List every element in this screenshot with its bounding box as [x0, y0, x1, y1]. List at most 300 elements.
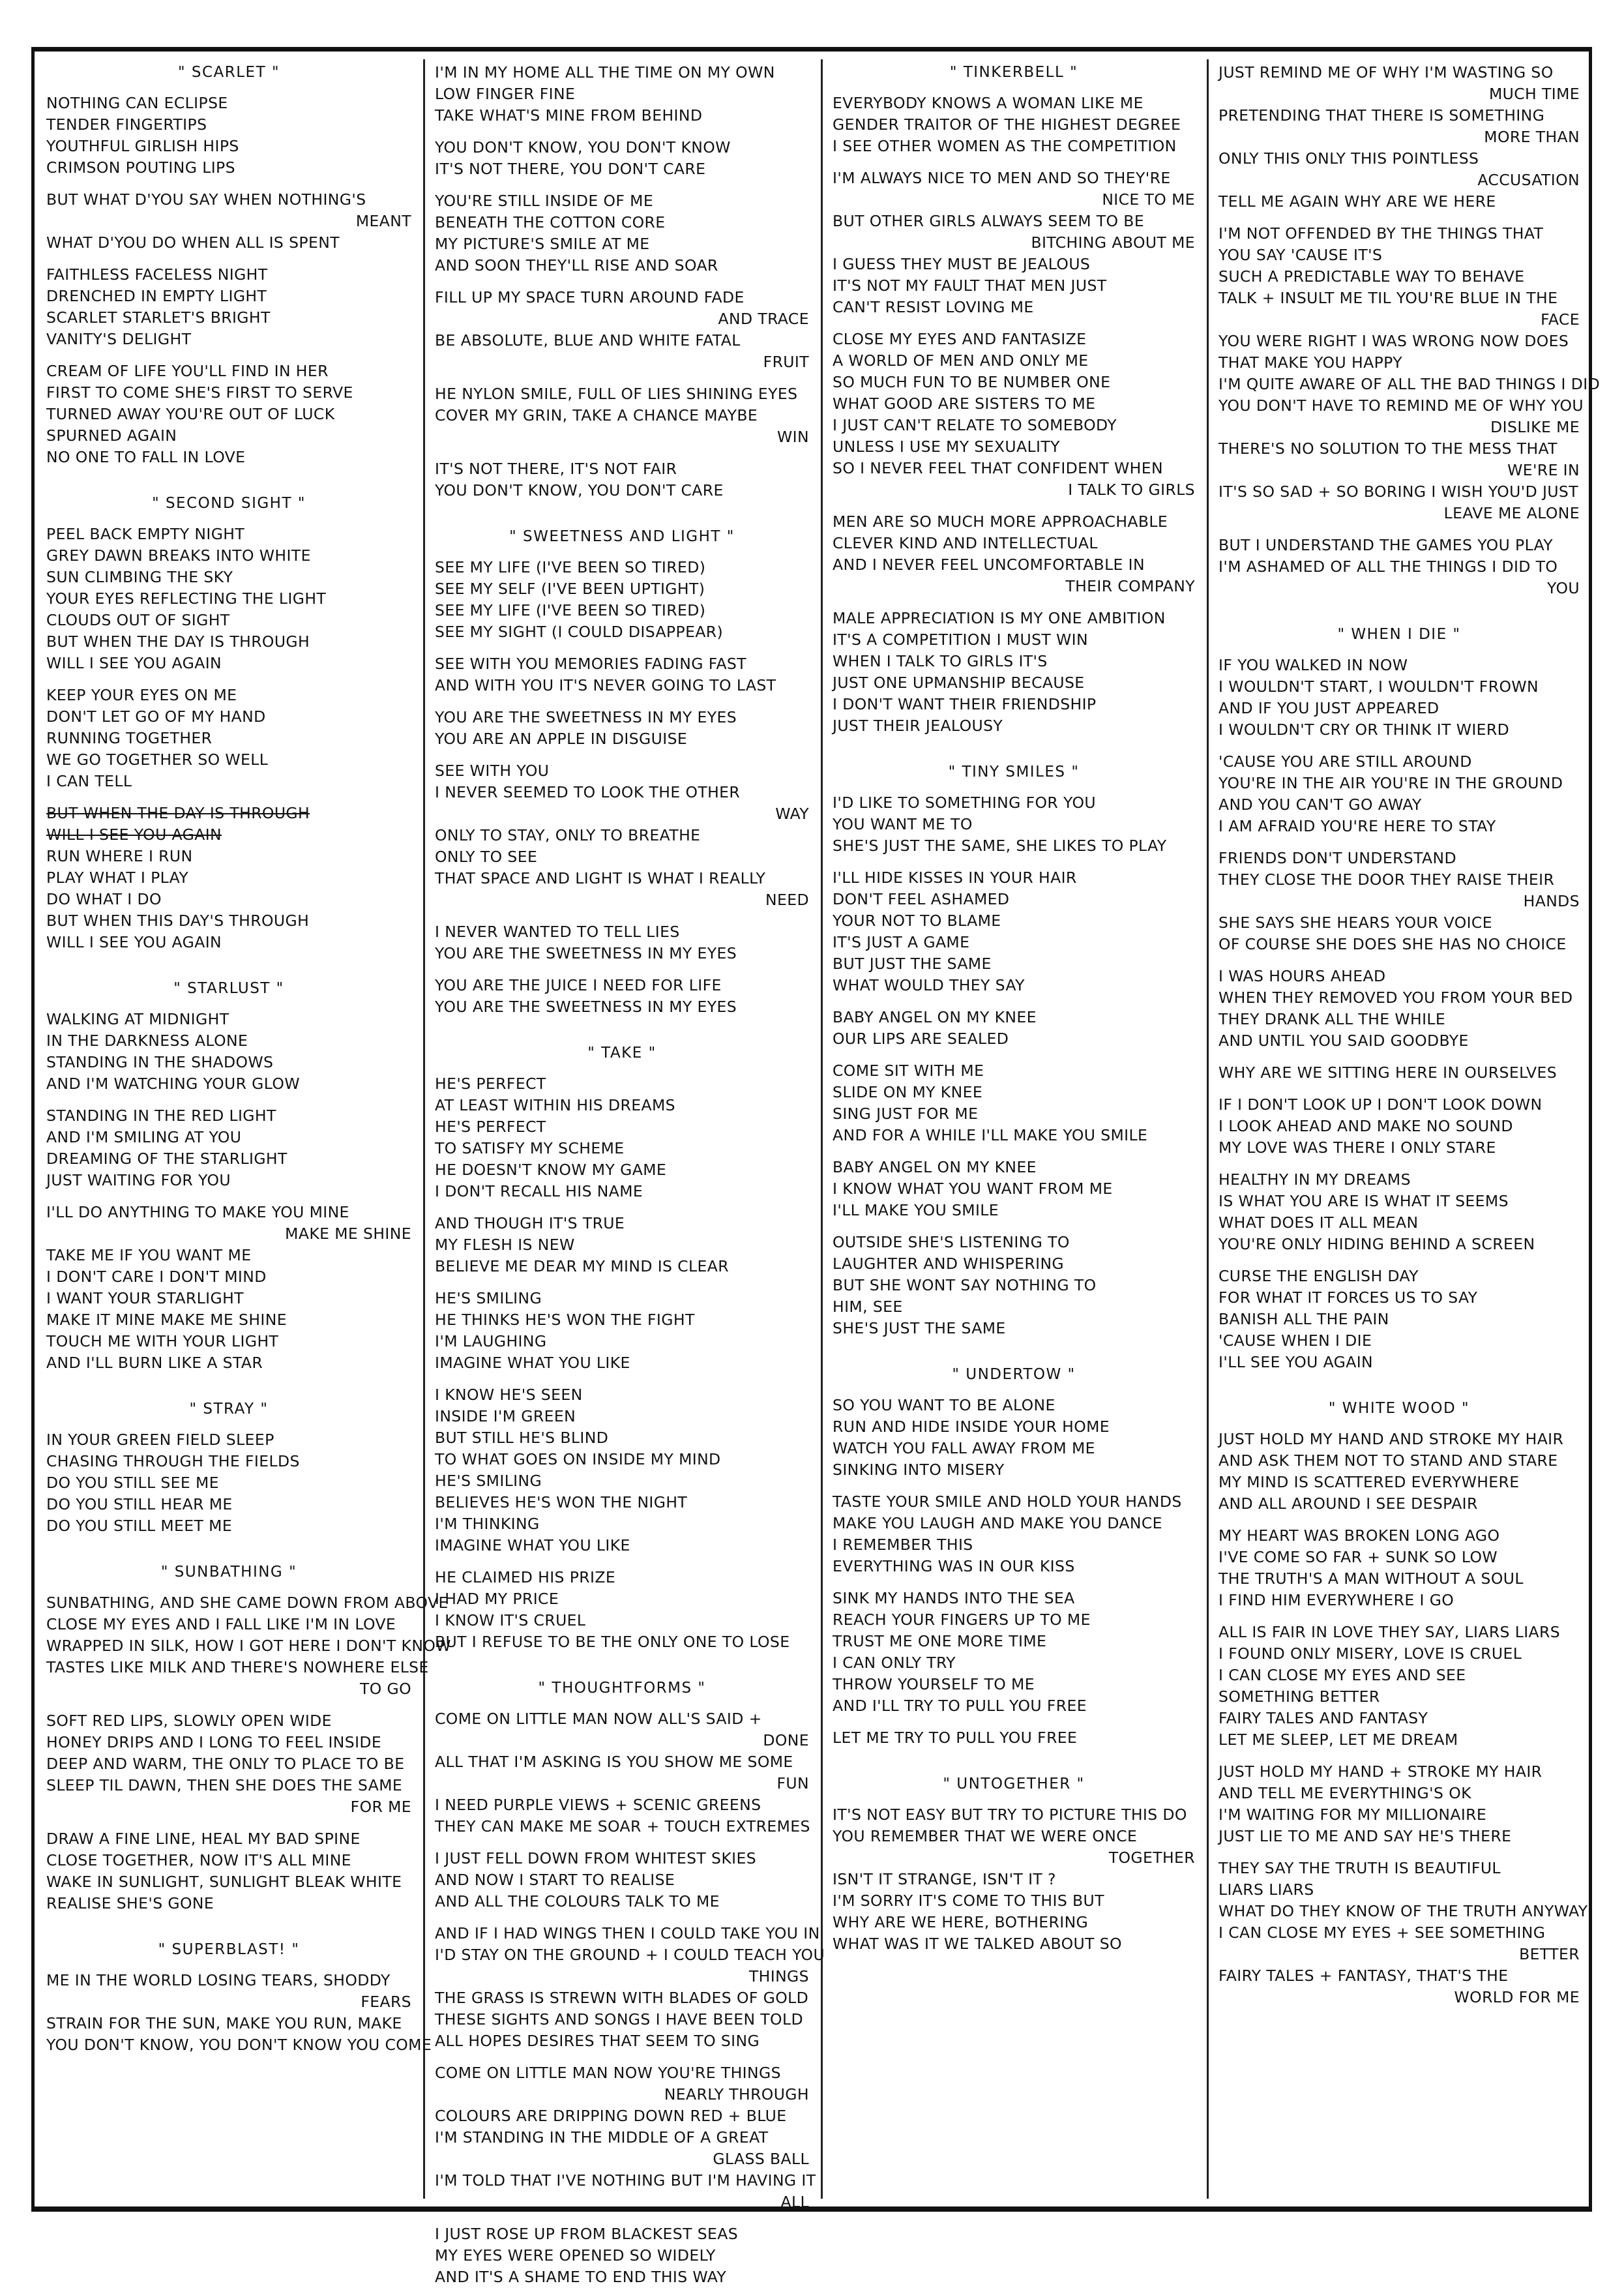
stanza	[833, 608, 1195, 737]
lyric-line: MEANT	[355, 212, 411, 230]
lyric-line: TASTE YOUR SMILE AND HOLD YOUR HANDS	[833, 1493, 1182, 1511]
stanza	[833, 511, 1195, 597]
lyrics-column-3	[821, 62, 1207, 2196]
lyric-line: LIARS LIARS	[1218, 1880, 1314, 1899]
lyric-line: I GUESS THEY MUST BE JEALOUS	[833, 255, 1091, 273]
lyric-line: AND I NEVER FEEL UNCOMFORTABLE IN	[833, 556, 1145, 574]
stanza	[435, 2223, 809, 2288]
lyric-line: WHAT WAS IT WE TALKED ABOUT SO	[833, 1935, 1122, 1953]
stanza	[833, 93, 1195, 157]
lyric-line: NEARLY THROUGH	[664, 2085, 809, 2103]
stanza	[46, 803, 411, 953]
lyric-line: SUCH A PREDICTABLE WAY TO BEHAVE	[1218, 267, 1525, 286]
stanza	[833, 1727, 1195, 1749]
stanza	[46, 1710, 411, 1818]
stanza	[833, 168, 1195, 318]
lyric-line: WE GO TOGETHER SO WELL	[46, 750, 269, 769]
lyric-line: SOFT RED LIPS, SLOWLY OPEN WIDE	[46, 1712, 332, 1730]
lyric-line: I'M STANDING IN THE MIDDLE OF A GREAT	[435, 2128, 769, 2147]
lyric-line: AND TRACE	[718, 310, 809, 328]
lyric-line: AND TELL ME EVERYTHING'S OK	[1218, 1784, 1471, 1802]
lyric-line: CLOSE MY EYES AND FANTASIZE	[833, 330, 1087, 348]
lyric-line: YOU'RE STILL INSIDE OF ME	[435, 192, 654, 210]
lyric-line: YOU WANT ME TO	[833, 815, 973, 833]
lyric-line: CAN'T RESIST LOVING ME	[833, 298, 1034, 316]
stanza	[435, 653, 809, 696]
lyric-line: JUST THEIR JEALOUSY	[833, 717, 1003, 735]
lyric-line: THEY SAY THE TRUTH IS BEAUTIFUL	[1218, 1859, 1501, 1877]
stanza	[833, 1060, 1195, 1146]
stanza	[435, 1213, 809, 1277]
lyric-line: WHAT WOULD THEY SAY	[833, 976, 1025, 994]
stanza	[435, 190, 809, 276]
stanza	[1218, 1169, 1580, 1255]
lyric-line: PEEL BACK EMPTY NIGHT	[46, 525, 245, 543]
lyric-line: TENDER FINGERTIPS	[46, 115, 207, 134]
lyric-line: BANISH ALL THE PAIN	[1218, 1310, 1389, 1328]
lyric-line: I CAN ONLY TRY	[833, 1654, 956, 1672]
lyric-line: CLOSE MY EYES AND I FALL LIKE I'M IN LOVE	[46, 1615, 396, 1633]
lyric-line: BENEATH THE COTTON CORE	[435, 213, 666, 231]
lyric-line: LET ME SLEEP, LET ME DREAM	[1218, 1731, 1458, 1749]
lyric-line: HONEY DRIPS AND I LONG TO FEEL INSIDE	[46, 1733, 382, 1751]
stanza	[435, 921, 809, 964]
lyric-line: FIRST TO COME SHE'S FIRST TO SERVE	[46, 383, 353, 402]
lyric-line: I'M IN MY HOME ALL THE TIME ON MY OWN	[435, 63, 775, 82]
lyric-line: YOU ARE THE SWEETNESS IN MY EYES	[435, 944, 737, 962]
lyric-line: AND I'M WATCHING YOUR GLOW	[46, 1075, 300, 1093]
lyrics-column-4	[1207, 62, 1601, 2196]
lyric-line: TOUCH ME WITH YOUR LIGHT	[46, 1332, 279, 1350]
song	[833, 1774, 1195, 1955]
lyric-line: BELIEVES HE'S WON THE NIGHT	[435, 1493, 688, 1511]
song-title: " TINY SMILES "	[948, 764, 1080, 780]
lyric-line: I WOULDN'T START, I WOULDN'T FROWN	[1218, 677, 1539, 696]
lyric-line: THEY CLOSE THE DOOR THEY RAISE THEIR	[1218, 870, 1555, 889]
lyric-line: BELIEVE ME DEAR MY MIND IS CLEAR	[435, 1257, 729, 1275]
song-title: " WHEN I DIE "	[1337, 626, 1461, 643]
song	[46, 1399, 411, 1537]
lyric-line: BUT SHE WONT SAY NOTHING TO	[833, 1276, 1097, 1294]
lyric-line: MY PICTURE'S SMILE AT ME	[435, 235, 650, 253]
stanza	[46, 524, 411, 674]
lyric-line: CRIMSON POUTING LIPS	[46, 158, 235, 177]
lyric-line: MY MIND IS SCATTERED EVERYWHERE	[1218, 1473, 1520, 1491]
lyric-line: JUST HOLD MY HAND AND STROKE MY HAIR	[1218, 1430, 1564, 1448]
lyric-line: YOU DON'T HAVE TO REMIND ME OF WHY YOU	[1218, 396, 1584, 415]
lyric-line: SO YOU WANT TO BE ALONE	[833, 1396, 1056, 1414]
lyric-line: MY FLESH IS NEW	[435, 1236, 575, 1254]
song-title: " TINKERBELL "	[949, 64, 1078, 81]
lyric-line: DON'T FEEL ASHAMED	[833, 890, 1010, 908]
lyrics-column-2	[423, 62, 825, 2286]
lyric-line: AND WITH YOU IT'S NEVER GOING TO LAST	[435, 676, 776, 694]
lyric-line: COLOURS ARE DRIPPING DOWN RED + BLUE	[435, 2107, 787, 2125]
lyric-line: THEY CAN MAKE ME SOAR + TOUCH EXTREMES	[435, 1817, 810, 1835]
lyric-line: WRAPPED IN SILK, HOW I GOT HERE I DON'T KNOW	[46, 1637, 451, 1655]
lyric-line: I'M LAUGHING	[435, 1332, 547, 1350]
lyric-line: ALL IS FAIR IN LOVE THEY SAY, LIARS LIARS	[1218, 1623, 1561, 1641]
lyric-line: THE TRUTH'S A MAN WITHOUT A SOUL	[1218, 1569, 1524, 1588]
lyric-line: I KNOW HE'S SEEN	[435, 1386, 583, 1404]
stanza	[435, 1848, 809, 1912]
lyric-line: WILL I SEE YOU AGAIN	[46, 654, 222, 672]
stanza	[435, 1384, 809, 1556]
lyric-line: LOW FINGER FINE	[435, 85, 576, 103]
lyric-line: CLEVER KIND AND INTELLECTUAL	[833, 534, 1098, 552]
lyric-line: ISN'T IT STRANGE, ISN'T IT ?	[833, 1870, 1056, 1888]
lyric-line: AND ALL AROUND I SEE DESPAIR	[1218, 1494, 1478, 1513]
lyric-line: BUT I UNDERSTAND THE GAMES YOU PLAY	[1218, 536, 1554, 554]
stanza	[1218, 1858, 1588, 2008]
lyric-line: HANDS	[1523, 892, 1580, 910]
lyric-line: YOU DON'T KNOW, YOU DON'T KNOW	[435, 138, 731, 156]
stanza	[435, 383, 809, 448]
lyric-line: WHY ARE WE SITTING HERE IN OURSELVES	[1218, 1063, 1558, 1082]
lyric-line: JUST HOLD MY HAND + STROKE MY HAIR	[1218, 1762, 1543, 1781]
lyric-line: OUR LIPS ARE SEALED	[833, 1030, 1009, 1048]
stanza	[1218, 655, 1580, 741]
lyric-line: THEY DRANK ALL THE WHILE	[1218, 1010, 1446, 1028]
lyric-line: I'M WAITING FOR MY MILLIONAIRE	[1218, 1805, 1487, 1824]
lyric-line: HIM, SEE	[833, 1298, 903, 1316]
lyric-line: AND ALL THE COLOURS TALK TO ME	[435, 1892, 720, 1910]
lyric-line: FRUIT	[763, 353, 809, 371]
song	[1218, 1398, 1588, 2008]
lyric-line: SING JUST FOR ME	[833, 1105, 979, 1123]
song	[46, 978, 411, 1374]
lyric-line: SHE'S JUST THE SAME	[833, 1319, 1006, 1337]
lyric-line: I'M TOLD THAT I'VE NOTHING BUT I'M HAVING IT	[435, 2171, 816, 2190]
stanza	[833, 792, 1195, 857]
lyric-line: STANDING IN THE RED LIGHT	[46, 1107, 276, 1125]
lyric-line: MUCH TIME	[1488, 85, 1580, 103]
lyric-line: I'M ASHAMED OF ALL THE THINGS I DID TO	[1218, 557, 1558, 576]
lyric-line: I'LL HIDE KISSES IN YOUR HAIR	[833, 869, 1077, 887]
lyric-line: ALL THAT I'M ASKING IS YOU SHOW ME SOME	[435, 1753, 793, 1771]
lyric-line: WHAT GOOD ARE SISTERS TO ME	[833, 394, 1096, 413]
stanza	[46, 1828, 411, 1914]
stanza	[46, 1429, 411, 1537]
stanza	[46, 1202, 411, 1374]
lyric-line: AND YOU CAN'T GO AWAY	[1218, 795, 1422, 814]
lyric-line: COME ON LITTLE MAN NOW ALL'S SAID +	[435, 1710, 762, 1728]
lyric-line: HEALTHY IN MY DREAMS	[1218, 1170, 1411, 1189]
stanza	[46, 1970, 432, 2056]
lyric-line: PLAY WHAT I PLAY	[46, 869, 189, 887]
stanza	[46, 264, 411, 350]
lyric-line: IT'S NOT THERE, IT'S NOT FAIR	[435, 460, 677, 478]
song	[833, 1364, 1195, 1749]
lyric-line: I'M NOT OFFENDED BY THE THINGS THAT	[1218, 224, 1544, 243]
lyric-line: I CAN CLOSE MY EYES AND SEE	[1218, 1666, 1466, 1684]
lyric-line: WHEN THEY REMOVED YOU FROM YOUR BED	[1218, 988, 1573, 1007]
lyric-line: LAUGHTER AND WHISPERING	[833, 1255, 1065, 1273]
lyric-line: UNLESS I USE MY SEXUALITY	[833, 438, 1060, 456]
lyric-line: DEEP AND WARM, THE ONLY TO PLACE TO BE	[46, 1755, 405, 1773]
song	[833, 62, 1195, 737]
lyric-line: MEN ARE SO MUCH MORE APPROACHABLE	[833, 513, 1168, 531]
lyric-line: WHEN I TALK TO GIRLS IT'S	[833, 652, 1048, 670]
lyric-line: I'D STAY ON THE GROUND + I COULD TEACH YOU	[435, 1946, 825, 1964]
lyric-line: FUN	[776, 1774, 809, 1792]
lyric-line: THAT SPACE AND LIGHT IS WHAT I REALLY	[435, 869, 766, 887]
lyric-line: YOUTHFUL GIRLISH HIPS	[46, 137, 239, 155]
stanza	[435, 62, 809, 126]
lyric-line: YOU REMEMBER THAT WE WERE ONCE	[833, 1827, 1138, 1845]
stanza	[435, 1923, 825, 2052]
lyric-line: YOU DON'T KNOW, YOU DON'T CARE	[435, 481, 724, 499]
lyric-line: DON'T LET GO OF MY HAND	[46, 707, 266, 726]
lyric-line: YOU	[1547, 579, 1580, 597]
lyric-line: LEAVE ME ALONE	[1443, 504, 1580, 522]
lyric-line: DO YOU STILL MEET ME	[46, 1517, 233, 1535]
lyric-line: JUST REMIND ME OF WHY I'M WASTING SO	[1218, 63, 1554, 82]
stanza	[435, 707, 809, 750]
lyric-line: BUT WHEN THE DAY IS THROUGH	[46, 804, 310, 822]
lyric-line: TAKE WHAT'S MINE FROM BEHIND	[435, 106, 703, 125]
lyric-line: IMAGINE WHAT YOU LIKE	[435, 1354, 630, 1372]
lyric-line: LET ME TRY TO PULL YOU FREE	[833, 1729, 1078, 1747]
lyric-line: AND ASK THEM NOT TO STAND AND STARE	[1218, 1451, 1558, 1470]
lyric-line: TO SATISFY MY SCHEME	[435, 1139, 625, 1157]
lyric-line: I NEVER SEEMED TO LOOK THE OTHER	[435, 783, 741, 801]
lyric-line: SHE'S JUST THE SAME, SHE LIKES TO PLAY	[833, 837, 1167, 855]
lyric-line: WIN	[777, 428, 809, 446]
song-title: " SWEETNESS AND LIGHT "	[509, 528, 735, 545]
lyric-line: MAKE IT MINE MAKE ME SHINE	[46, 1311, 287, 1329]
stanza	[46, 1592, 451, 1700]
song	[46, 62, 411, 468]
lyric-line: FOR ME	[350, 1798, 411, 1816]
lyric-line: IT'S NOT THERE, YOU DON'T CARE	[435, 160, 706, 178]
lyric-line: VANITY'S DELIGHT	[46, 330, 192, 348]
lyric-line: CREAM OF LIFE YOU'LL FIND IN HER	[46, 362, 329, 380]
lyric-line: I'M QUITE AWARE OF ALL THE BAD THINGS I DID	[1218, 375, 1601, 393]
lyric-line: WAY	[775, 805, 809, 823]
stanza	[1218, 535, 1580, 599]
lyric-line: RUN AND HIDE INSIDE YOUR HOME	[833, 1418, 1110, 1436]
lyric-line: HE NYLON SMILE, FULL OF LIES SHINING EYES	[435, 385, 798, 403]
lyric-line: I KNOW IT'S CRUEL	[435, 1611, 586, 1629]
lyric-line: I'M SORRY IT'S COME TO THIS BUT	[833, 1892, 1104, 1910]
lyric-line: THINGS	[748, 1967, 809, 1985]
lyric-line: FILL UP MY SPACE TURN AROUND FADE	[435, 288, 745, 306]
lyric-line: STRAIN FOR THE SUN, MAKE YOU RUN, MAKE	[46, 2014, 402, 2032]
song-title: " THOUGHTFORMS "	[538, 1680, 706, 1697]
stanza	[833, 1157, 1195, 1221]
lyric-line: FOR WHAT IT FORCES US TO SAY	[1218, 1288, 1478, 1307]
lyric-line: I CAN TELL	[46, 772, 132, 790]
lyric-line: ONLY THIS ONLY THIS POINTLESS	[1218, 149, 1479, 168]
lyric-line: SOMETHING BETTER	[1218, 1687, 1380, 1706]
lyric-line: BUT I REFUSE TO BE THE ONLY ONE TO LOSE	[435, 1633, 790, 1651]
lyric-line: I NEVER WANTED TO TELL LIES	[435, 923, 680, 941]
song-title: " STARLUST "	[173, 980, 284, 997]
lyric-line: SUN CLIMBING THE SKY	[46, 568, 233, 586]
lyric-line: DRAW A FINE LINE, HEAL MY BAD SPINE	[46, 1830, 361, 1848]
stanza	[435, 137, 809, 180]
stanza	[833, 1804, 1195, 1955]
lyric-line: SEE MY LIFE (I'VE BEEN SO TIRED)	[435, 601, 706, 619]
stanza	[435, 2062, 816, 2213]
stanza	[46, 1009, 411, 1095]
lyric-line: I NEED PURPLE VIEWS + SCENIC GREENS	[435, 1796, 761, 1814]
lyric-line: HE DOESN'T KNOW MY GAME	[435, 1161, 667, 1179]
lyric-line: OF COURSE SHE DOES SHE HAS NO CHOICE	[1218, 935, 1567, 953]
lyric-line: RUNNING TOGETHER	[46, 729, 213, 747]
lyric-line: NICE TO ME	[1102, 190, 1195, 209]
lyric-line: I AM AFRAID YOU'RE HERE TO STAY	[1218, 817, 1496, 835]
lyric-line: MORE THAN	[1484, 128, 1580, 146]
lyric-line: WHAT D'YOU DO WHEN ALL IS SPENT	[46, 233, 340, 252]
lyric-line: CLOUDS OUT OF SIGHT	[46, 611, 230, 629]
stanza	[435, 1567, 809, 1653]
lyric-line: THESE SIGHTS AND SONGS I HAVE BEEN TOLD	[435, 2010, 803, 2028]
lyric-line: HE'S PERFECT	[435, 1118, 546, 1136]
lyric-line: KEEP YOUR EYES ON ME	[46, 686, 237, 704]
lyric-line: I'M ALWAYS NICE TO MEN AND SO THEY'RE	[833, 169, 1171, 187]
lyric-line: BITCHING ABOUT ME	[1031, 233, 1195, 252]
lyric-line: GREY DAWN BREAKS INTO WHITE	[46, 546, 311, 565]
lyric-line: SUNBATHING, AND SHE CAME DOWN FROM ABOVE	[46, 1594, 449, 1612]
lyric-line: IS WHAT YOU ARE IS WHAT IT SEEMS	[1218, 1192, 1509, 1210]
lyric-line: DONE	[763, 1731, 809, 1749]
lyric-line: I DON'T WANT THEIR FRIENDSHIP	[833, 695, 1097, 713]
lyric-line: FAITHLESS FACELESS NIGHT	[46, 265, 268, 284]
lyric-line: BUT WHAT D'YOU SAY WHEN NOTHING'S	[46, 190, 366, 209]
lyric-line: NEED	[765, 891, 809, 909]
stanza	[833, 1007, 1195, 1050]
lyric-line: DO YOU STILL SEE ME	[46, 1474, 219, 1492]
lyric-line: ALL	[780, 2193, 809, 2211]
stanza	[46, 361, 411, 468]
lyric-line: INSIDE I'M GREEN	[435, 1407, 576, 1425]
song	[435, 1678, 825, 2288]
lyric-line: ME IN THE WORLD LOSING TEARS, SHODDY	[46, 1971, 391, 1989]
lyric-line: YOU WERE RIGHT I WAS WRONG NOW DOES	[1218, 332, 1569, 350]
lyric-line: AND THOUGH IT'S TRUE	[435, 1214, 625, 1232]
lyric-line: TELL ME AGAIN WHY ARE WE HERE	[1218, 192, 1496, 211]
lyric-line: I WOULDN'T CRY OR THINK IT WIERD	[1218, 721, 1510, 739]
lyric-line: BUT OTHER GIRLS ALWAYS SEEM TO BE	[833, 212, 1145, 230]
lyric-line: AND IF I HAD WINGS THEN I COULD TAKE YOU IN	[435, 1924, 820, 1942]
stanza	[833, 1232, 1195, 1339]
lyric-line: YOUR EYES REFLECTING THE LIGHT	[46, 589, 327, 608]
stanza	[1218, 1062, 1580, 1084]
song	[435, 1043, 809, 1653]
lyric-line: I KNOW WHAT YOU WANT FROM ME	[833, 1180, 1113, 1198]
lyric-sheet	[31, 47, 1601, 2286]
song	[46, 1939, 432, 2056]
lyric-line: MY LOVE WAS THERE I ONLY STARE	[1218, 1138, 1496, 1157]
lyric-line: BE ABSOLUTE, BLUE AND WHITE FATAL	[435, 331, 741, 349]
lyric-line: JUST WAITING FOR YOU	[46, 1171, 231, 1189]
lyric-line: I FIND HIM EVERYWHERE I GO	[1218, 1591, 1454, 1609]
lyric-line: IF YOU WALKED IN NOW	[1218, 656, 1408, 674]
lyric-line: JUST ONE UPMANSHIP BECAUSE	[833, 674, 1085, 692]
lyric-line: IN THE DARKNESS ALONE	[46, 1032, 248, 1050]
lyric-line: EVERYTHING WAS IN OUR KISS	[833, 1557, 1075, 1575]
stanza	[435, 557, 809, 643]
lyric-line: MAKE ME SHINE	[285, 1225, 411, 1243]
lyric-line: HE CLAIMED HIS PRIZE	[435, 1568, 616, 1586]
lyric-line: WORLD FOR ME	[1454, 1988, 1580, 2006]
lyric-line: ONLY TO STAY, ONLY TO BREATHE	[435, 826, 701, 844]
lyric-line: TOGETHER	[1108, 1849, 1195, 1867]
stanza	[46, 685, 411, 792]
stanza	[833, 1588, 1195, 1717]
lyric-line: YOU DON'T KNOW, YOU DON'T KNOW YOU COME	[46, 2036, 432, 2054]
lyric-line: TASTES LIKE MILK AND THERE'S NOWHERE ELSE	[46, 1658, 429, 1676]
song	[46, 493, 411, 953]
lyric-line: ONLY TO SEE	[435, 848, 538, 866]
lyric-line: MY HEART WAS BROKEN LONG AGO	[1218, 1526, 1500, 1545]
lyric-line: BABY ANGEL ON MY KNEE	[833, 1008, 1037, 1026]
lyric-line: I'LL SEE YOU AGAIN	[1218, 1353, 1374, 1371]
lyric-line: YOU ARE THE JUICE I NEED FOR LIFE	[435, 976, 722, 994]
lyric-line: SEE MY LIFE (I'VE BEEN SO TIRED)	[435, 558, 706, 576]
lyric-line: YOU ARE AN APPLE IN DISGUISE	[435, 730, 688, 748]
lyric-line: BUT STILL HE'S BLIND	[435, 1429, 609, 1447]
stanza	[435, 458, 809, 501]
lyric-line: WHY ARE WE HERE, BOTHERING	[833, 1913, 1089, 1931]
lyric-line: NO ONE TO FALL IN LOVE	[46, 448, 246, 466]
lyric-line: AND NOW I START TO REALISE	[435, 1871, 675, 1889]
lyric-line: HE THINKS HE'S WON THE FIGHT	[435, 1311, 695, 1329]
lyric-line: TO WHAT GOES ON INSIDE MY MIND	[435, 1450, 721, 1468]
lyric-line: I JUST FELL DOWN FROM WHITEST SKIES	[435, 1849, 757, 1867]
lyric-line: JUST LIE TO ME AND SAY HE'S THERE	[1218, 1827, 1512, 1845]
lyric-line: I TALK TO GIRLS	[1068, 481, 1195, 499]
stanza	[435, 975, 809, 1018]
song-title: " SUPERBLAST! "	[158, 1941, 300, 1958]
stanza	[833, 1395, 1195, 1481]
lyric-line: 'CAUSE YOU ARE STILL AROUND	[1218, 752, 1472, 771]
lyric-line: OUTSIDE SHE'S LISTENING TO	[833, 1233, 1070, 1251]
stanza	[833, 1491, 1195, 1577]
lyric-line: I'VE COME SO FAR + SUNK SO LOW	[1218, 1548, 1498, 1566]
stanza	[1218, 1761, 1580, 1847]
stanza	[46, 189, 411, 254]
lyric-line: I'M THINKING	[435, 1515, 540, 1533]
lyric-line: AND I'M SMILING AT YOU	[46, 1128, 242, 1146]
lyric-line: BABY ANGEL ON MY KNEE	[833, 1158, 1037, 1176]
stanza	[435, 1288, 809, 1374]
lyric-line: I SEE OTHER WOMEN AS THE COMPETITION	[833, 137, 1177, 155]
lyric-line: CHASING THROUGH THE FIELDS	[46, 1452, 300, 1470]
lyric-line: AND IT'S A SHAME TO END THIS WAY	[435, 2268, 727, 2286]
lyric-line: SEE MY SELF (I'VE BEEN UPTIGHT)	[435, 580, 705, 598]
lyric-line: DISLIKE ME	[1490, 418, 1580, 436]
lyric-line: DO WHAT I DO	[46, 890, 162, 908]
lyric-line: WILL I SEE YOU AGAIN	[46, 825, 222, 844]
lyric-line: TRUST ME ONE MORE TIME	[833, 1632, 1047, 1650]
lyric-line: WALKING AT MIDNIGHT	[46, 1010, 229, 1028]
lyric-line: AND UNTIL YOU SAID GOODBYE	[1218, 1032, 1469, 1050]
lyric-line: I DON'T CARE I DON'T MIND	[46, 1268, 267, 1286]
stanza	[1218, 966, 1580, 1052]
song-title: " TAKE "	[587, 1045, 657, 1062]
lyric-line: BUT WHEN THIS DAY'S THROUGH	[46, 912, 310, 930]
lyric-line: IN YOUR GREEN FIELD SLEEP	[46, 1431, 274, 1449]
stanza	[1218, 1429, 1580, 1515]
lyric-line: I'D LIKE TO SOMETHING FOR YOU	[833, 794, 1096, 812]
song-title: " STRAY "	[189, 1401, 269, 1418]
lyric-line: GENDER TRAITOR OF THE HIGHEST DEGREE	[833, 115, 1181, 134]
lyric-line: SO MUCH FUN TO BE NUMBER ONE	[833, 373, 1111, 391]
stanza	[1218, 1094, 1580, 1159]
